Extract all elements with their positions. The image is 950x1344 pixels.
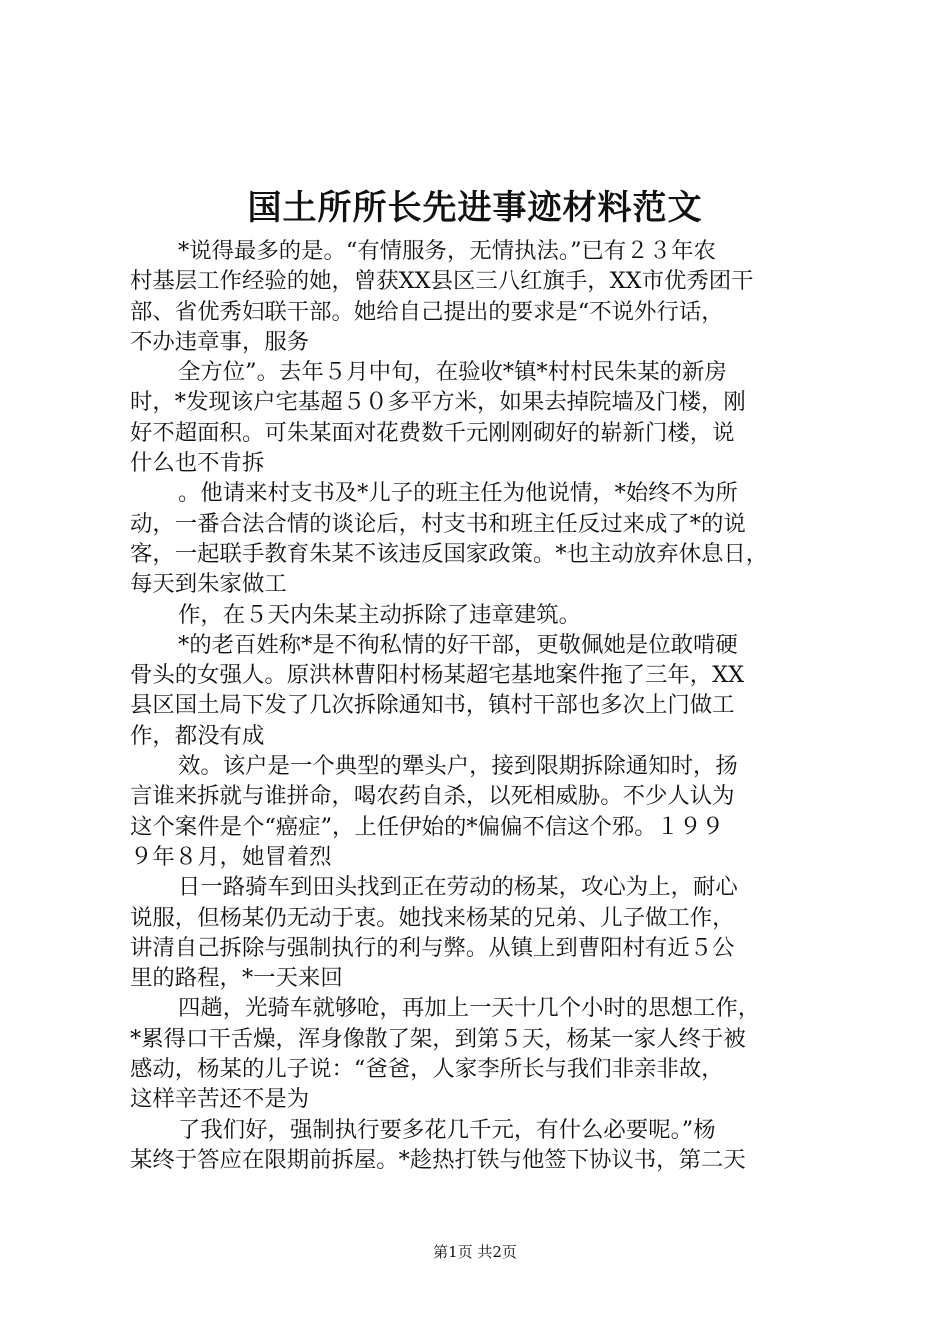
text-line: 这个案件是个“癌症”，上任伊始的*偏偏不信这个邪。１９９ [130,813,724,840]
page-footer: 第1页 共2页 [433,1243,517,1261]
text-line: 动，一番合法合情的谈论后，村支书和班主任反过来成了*的说 [130,510,746,537]
text-line: 说服，但杨某仍无动于衷。她找来杨某的兄弟、儿子做工作， [130,904,735,931]
text-line: 不办违章事，服务 [130,328,310,355]
text-line: 。他请来村支书及*儿子的班主任为他说情，*始终不为所 [178,480,738,507]
text-line: 全方位”。去年５月中旬，在验收*镇*村村民朱某的新房 [178,359,727,386]
text-line: *累得口干舌燥，浑身像散了架，到第５天，杨某一家人终于被 [130,1025,746,1052]
text-line: 客，一起联手教育朱某不该违反国家政策。*也主动放弃休息日， [130,540,769,567]
text-line: 这样辛苦还不是为 [130,1086,310,1113]
text-line: 日一路骑车到田头找到正在劳动的杨某，攻心为上，耐心 [178,874,738,901]
text-line: 里的路程，*一天来回 [130,965,343,992]
text-line: 作，都没有成 [130,722,265,749]
text-line: 感动，杨某的儿子说：“爸爸，人家李所长与我们非亲非故， [130,1056,724,1083]
document-body [130,236,830,1175]
text-line: 效。该户是一个典型的犟头户，接到限期拆除通知时，扬 [178,753,738,780]
text-line: 作，在５天内朱某主动拆除了违章建筑。 [178,601,582,628]
text-line: 什么也不肯拆 [130,450,265,477]
text-line: 村基层工作经验的她，曾获XX县区三八红旗手，XX市优秀团干 [130,268,754,295]
text-line: *说得最多的是。“有情服务，无情执法。”已有２３年农 [178,238,716,264]
text-line: 骨头的女强人。原洪林曹阳村杨某超宅基地案件拖了三年，XX [130,662,745,689]
document-title: 国土所所长先进事迹材料范文 [247,188,703,228]
text-line: *的老百姓称*是不徇私情的好干部，更敬佩她是位敢啃硬 [178,631,738,658]
text-line: 每天到朱家做工 [130,571,287,598]
text-line: 四趟，光骑车就够呛，再加上一天十几个小时的思想工作， [178,995,761,1022]
text-line: 讲清自己拆除与强制执行的利与弊。从镇上到曹阳村有近５公 [130,934,735,961]
text-line: 部、省优秀妇联干部。她给自己提出的要求是“不说外行话， [130,298,724,325]
text-line: 某终于答应在限期前拆屋。*趁热打铁与他签下协议书，第二天 [130,1146,746,1173]
text-line: 好不超面积。可朱某面对花费数千元刚刚砌好的崭新门楼，说 [130,419,735,446]
text-line: 县区国土局下发了几次拆除通知书，镇村干部也多次上门做工 [130,692,735,719]
text-line: 时，*发现该户宅基超５０多平方米，如果去掉院墙及门楼，刚 [130,389,746,416]
text-line: ９年８月，她冒着烈 [130,843,332,870]
text-line: 了我们好，强制执行要多花几千元，有什么必要呢。”杨 [178,1116,716,1143]
text-line: 言谁来拆就与谁拼命，喝农药自杀，以死相威胁。不少人认为 [130,783,735,810]
